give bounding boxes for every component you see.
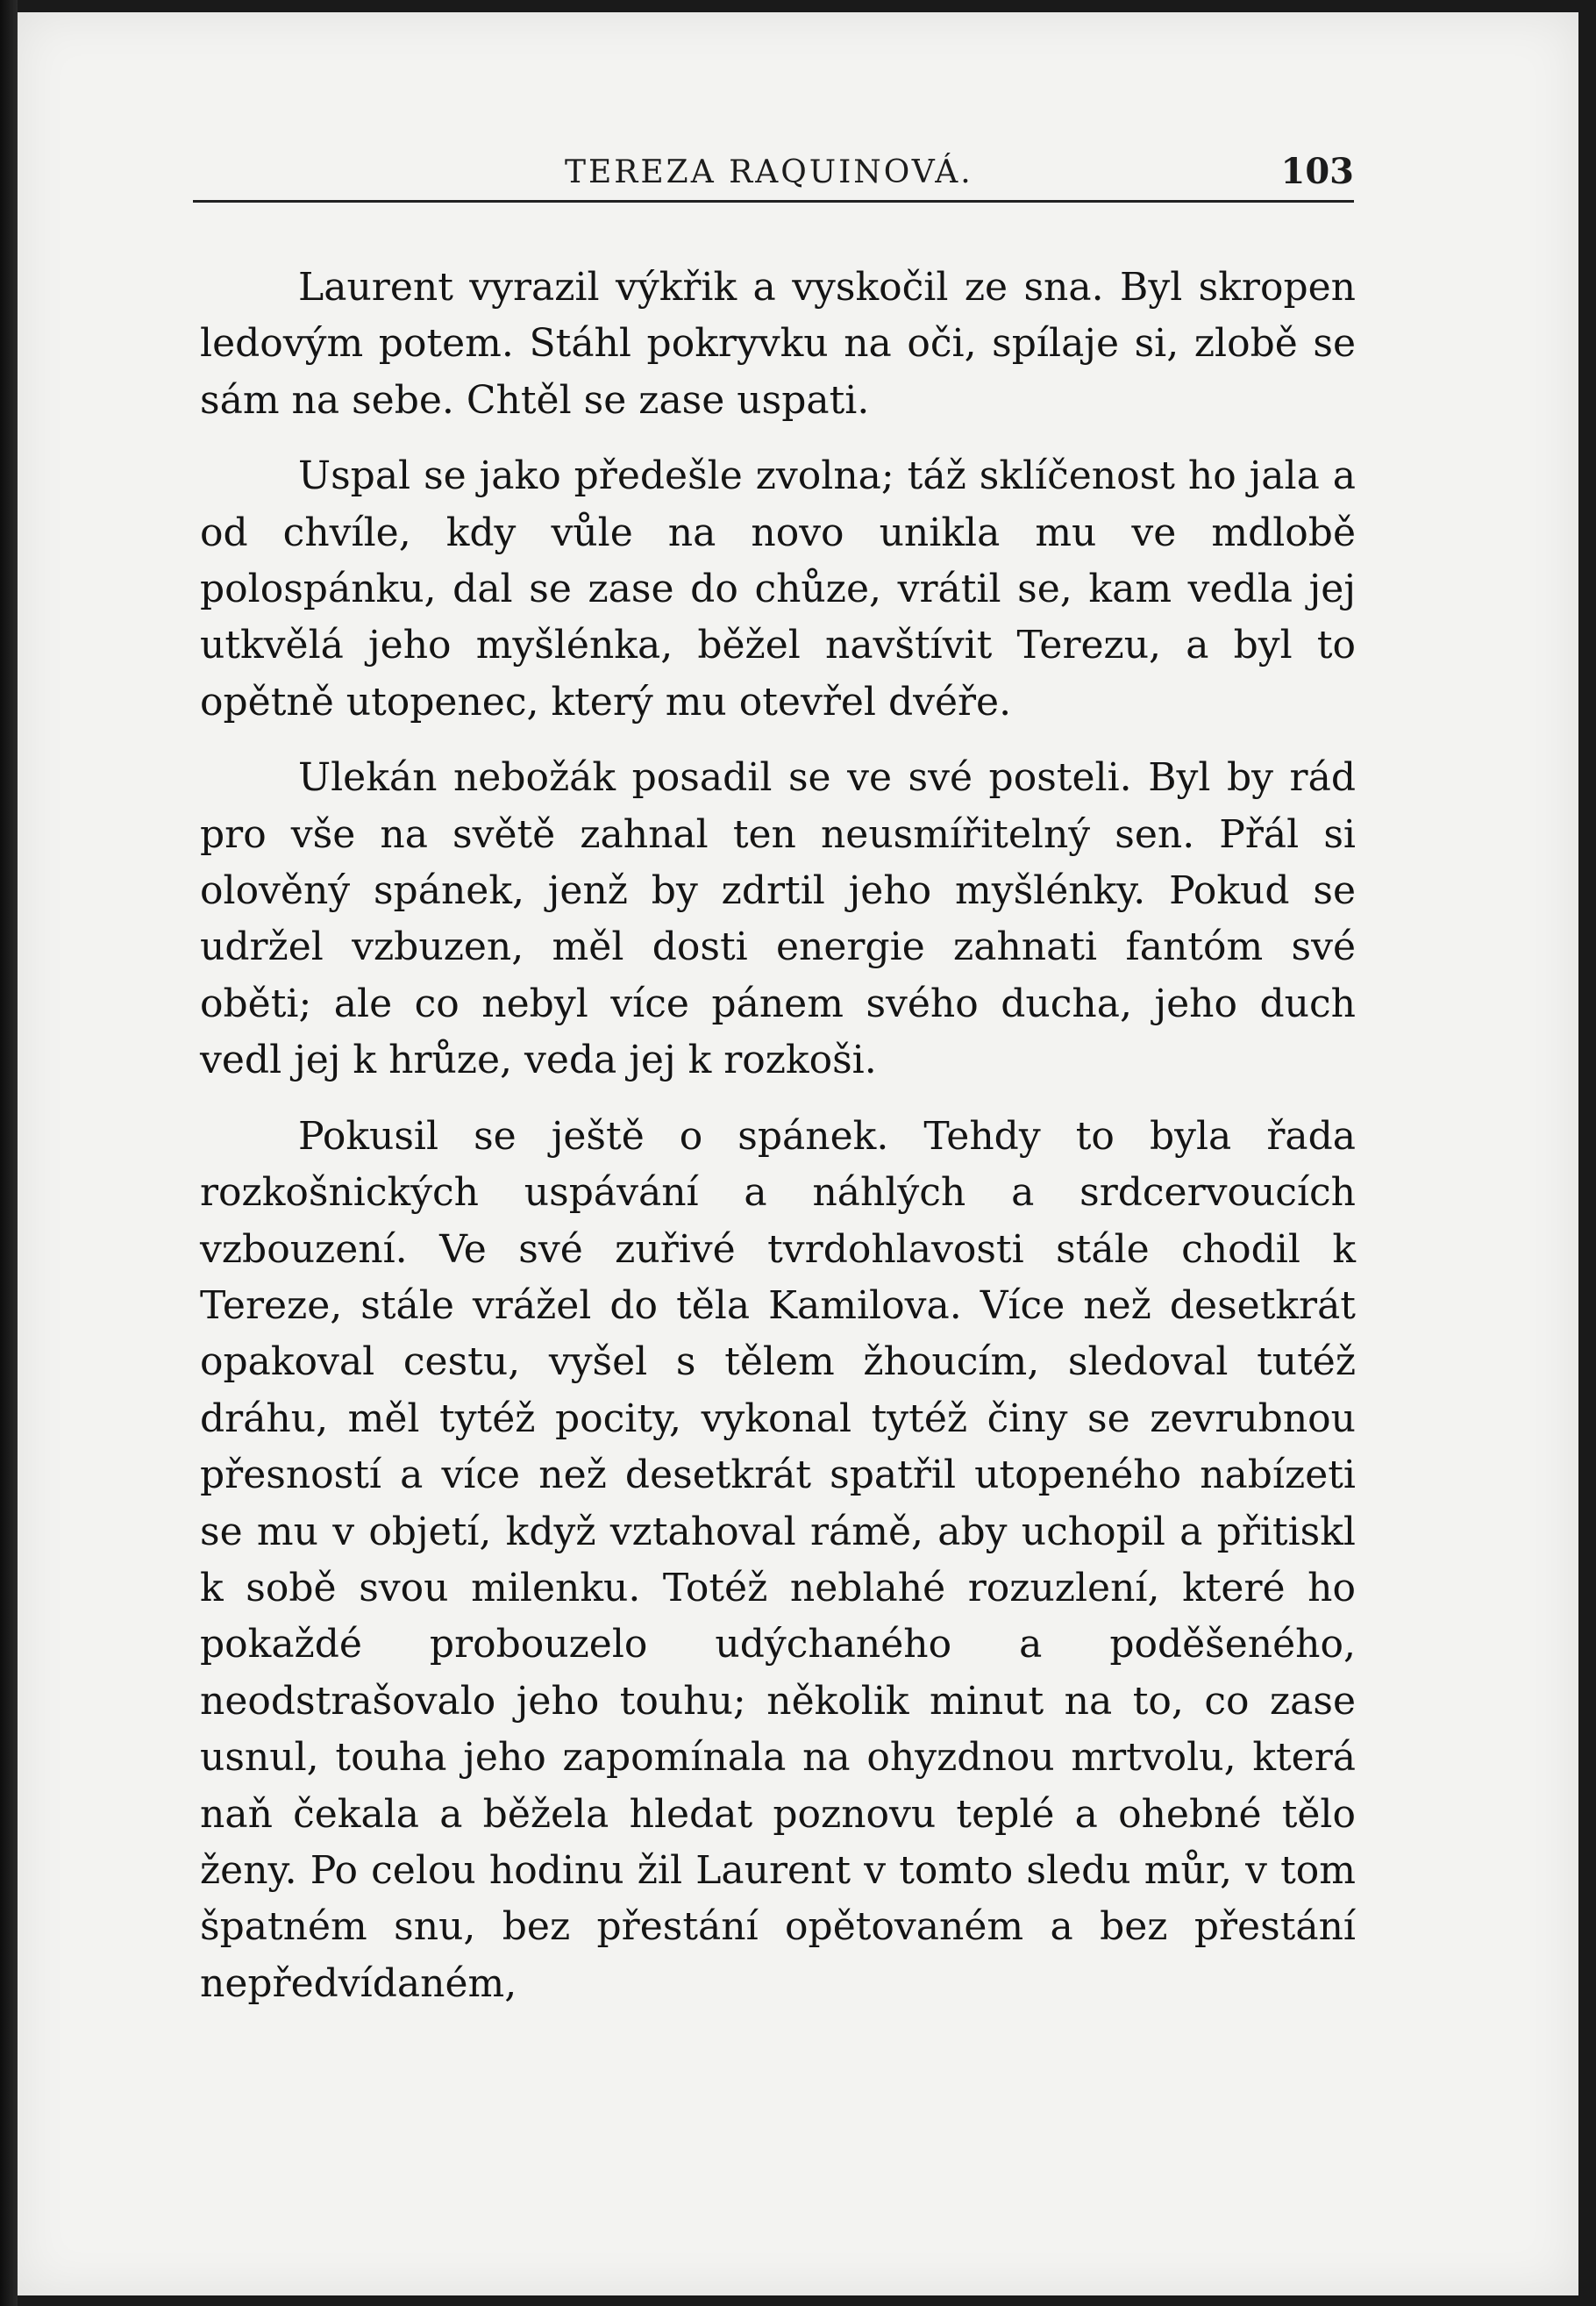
- paragraph: Ulekán nebožák posadil se ve své posteli. Byl by rád pro vše na světě zahnal ten neusmířitelný sen. Přál si olověný spánek, jenž by zdrtil jeho myšlénky. Pokud se udržel vzbuzen, měl dosti energie zahnati fantóm své oběti; ale co nebyl více pánem svého ducha, jeho duch vedl jej k hrůze, veda jej k rozkoši.: [200, 755, 1356, 1083]
- body-text: [200, 260, 1356, 2031]
- page-number: 103: [1280, 151, 1354, 192]
- paragraph: Laurent vyrazil výkřik a vyskočil ze sna. Byl skropen ledovým potem. Stáhl pokryvku na oči, spílaje si, zlobě se sám na sebe. Chtěl se zase uspati.: [200, 265, 1356, 423]
- paragraph: Pokusil se ještě o spánek. Tehdy to byla řada rozkošnických uspávání a náhlých a srdcervoucích vzbouzení. Ve své zuřivé tvrdohlavosti stále chodil k Tereze, stále vrážel do těla Kamilova. Více než desetkrát opakoval cestu, vyšel s tělem žhoucím, sledoval tutéž dráhu, měl tytéž pocity, vykonal tytéž činy se zevrubnou přesností a více než desetkrát spatřil utopeného nabízeti se mu v objetí, když vztahoval rámě, aby uchopil a přitiskl k sobě svou milenku. Totéž neblahé rozuzlení, které ho pokaždé probouzelo udýchaného a poděšeného, neodstrašovalo jeho touhu; několik minut na to, co zase usnul, touha jeho zapomínala na ohyzdnou mrtvolu, která naň čekala a běžela hledat poznovu teplé a ohebné tělo ženy. Po celou hodinu žil Laurent v tomto sledu můr, v tom špatném snu, bez přestání opětovaném a bez přestání nepředvídaném,: [200, 1113, 1356, 2006]
- book-spine-shadow: [0, 0, 18, 2306]
- page-header: [193, 147, 1354, 203]
- paragraph: Uspal se jako předešle zvolna; táž sklíčenost ho jala a od chvíle, kdy vůle na novo unikla mu ve mdlobě polospánku, dal se zase do chůze, vrátil se, kam vedla jej utkvělá jeho myšlénka, běžel navštívit Terezu, a byl to opětně utopenec, který mu otevřel dvéře.: [200, 453, 1356, 725]
- running-title: TEREZA RAQUINOVÁ.: [565, 154, 973, 190]
